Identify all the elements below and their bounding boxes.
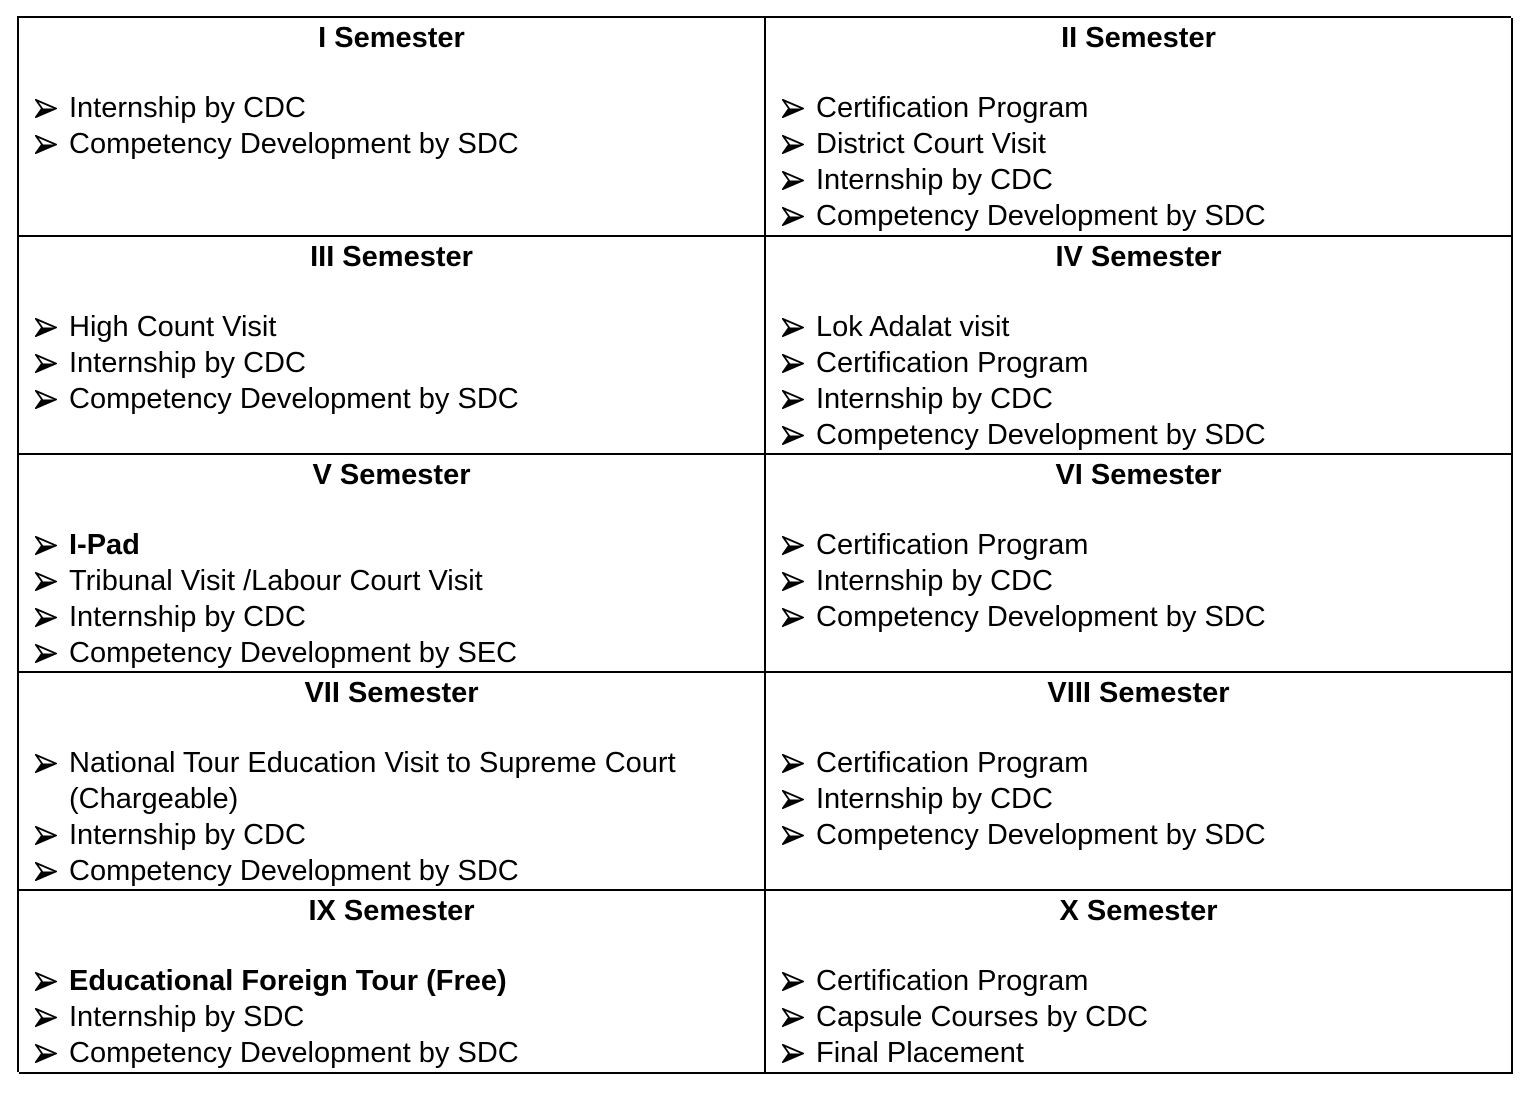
activity-text: Certification Program (816, 92, 1089, 124)
semester-cell (19, 891, 766, 1074)
list-item (33, 309, 754, 345)
activity-list (780, 90, 1501, 234)
arrowhead-bullet-icon (780, 417, 808, 453)
activity-text: Internship by CDC (69, 92, 306, 124)
activity-list (780, 745, 1501, 853)
semester-cell (766, 673, 1513, 891)
activity-list (33, 963, 754, 1071)
list-item (33, 963, 754, 999)
semester-cell (19, 237, 766, 455)
list-item (780, 198, 1501, 234)
arrowhead-bullet-icon (780, 162, 808, 198)
semester-title: V Semester (312, 459, 471, 491)
arrowhead-bullet-icon (780, 90, 808, 126)
list-item (780, 999, 1501, 1035)
arrowhead-bullet-icon (33, 635, 61, 671)
activity-list (780, 527, 1501, 635)
activity-text: Certification Program (816, 529, 1089, 561)
arrowhead-bullet-icon (33, 999, 61, 1035)
activity-list (780, 963, 1501, 1071)
activity-text: Competency Development by SDC (816, 819, 1266, 851)
activity-text: Competency Development by SDC (816, 419, 1266, 451)
semester-cell (766, 237, 1513, 455)
list-item (780, 745, 1501, 781)
arrowhead-bullet-icon (33, 563, 61, 599)
arrowhead-bullet-icon (33, 599, 61, 635)
list-item (780, 162, 1501, 198)
arrowhead-bullet-icon (780, 126, 808, 162)
list-item (780, 90, 1501, 126)
semester-title: VI Semester (1055, 459, 1222, 491)
semester-cell (19, 18, 766, 237)
list-item (33, 1035, 754, 1071)
activity-text: High Count Visit (69, 311, 277, 343)
activity-text: Educational Foreign Tour (Free) (69, 965, 507, 997)
arrowhead-bullet-icon (33, 963, 61, 999)
activity-text: Certification Program (816, 747, 1089, 779)
activity-text: Competency Development by SDC (69, 1037, 519, 1069)
semester-cell (19, 673, 766, 891)
activity-text: Internship by CDC (69, 601, 306, 633)
activity-text: Competency Development by SDC (816, 200, 1266, 232)
arrowhead-bullet-icon (780, 345, 808, 381)
activity-text: Tribunal Visit /Labour Court Visit (69, 565, 483, 597)
semester-title: X Semester (1059, 895, 1218, 927)
arrowhead-bullet-icon (33, 853, 61, 889)
list-item (33, 599, 754, 635)
semester-table (17, 16, 1511, 1072)
semester-cell (766, 455, 1513, 673)
activity-list (780, 309, 1501, 453)
list-item (33, 635, 754, 671)
list-item (780, 1035, 1501, 1071)
activity-list (33, 745, 754, 889)
list-item (33, 90, 754, 126)
arrowhead-bullet-icon (780, 781, 808, 817)
list-item (33, 853, 754, 889)
arrowhead-bullet-icon (780, 745, 808, 781)
arrowhead-bullet-icon (780, 963, 808, 999)
list-item (780, 817, 1501, 853)
activity-text: Internship by SDC (69, 1001, 305, 1033)
activity-text: Internship by CDC (69, 819, 306, 851)
arrowhead-bullet-icon (33, 345, 61, 381)
semester-title: I Semester (318, 22, 465, 54)
list-item (780, 126, 1501, 162)
activity-text: National Tour Education Visit to Supreme Court (Chargeable) (69, 747, 676, 815)
list-item (780, 563, 1501, 599)
semester-title: IV Semester (1055, 241, 1222, 273)
activity-text: Competency Development by SDC (816, 601, 1266, 633)
list-item (33, 563, 754, 599)
arrowhead-bullet-icon (780, 198, 808, 234)
activity-text: District Court Visit (816, 128, 1046, 160)
arrowhead-bullet-icon (33, 381, 61, 417)
arrowhead-bullet-icon (780, 817, 808, 853)
activity-text: Internship by CDC (816, 383, 1053, 415)
arrowhead-bullet-icon (33, 309, 61, 345)
activity-list (33, 90, 754, 162)
activity-list (33, 527, 754, 671)
arrowhead-bullet-icon (780, 599, 808, 635)
arrowhead-bullet-icon (33, 90, 61, 126)
list-item (780, 417, 1501, 453)
activity-text: Internship by CDC (816, 783, 1053, 815)
activity-text: Lok Adalat visit (816, 311, 1010, 343)
list-item (33, 999, 754, 1035)
arrowhead-bullet-icon (780, 381, 808, 417)
activity-text: Internship by CDC (816, 565, 1053, 597)
arrowhead-bullet-icon (33, 527, 61, 563)
list-item (33, 745, 754, 817)
activity-text: Competency Development by SDC (69, 128, 519, 160)
semester-title: III Semester (310, 241, 473, 273)
arrowhead-bullet-icon (33, 1035, 61, 1071)
semester-title: IX Semester (308, 895, 475, 927)
activity-text: Certification Program (816, 347, 1089, 379)
activity-text: Capsule Courses by CDC (816, 1001, 1149, 1033)
list-item (33, 381, 754, 417)
activity-text: Competency Development by SDC (69, 855, 519, 887)
activity-text: Competency Development by SDC (69, 383, 519, 415)
list-item (33, 126, 754, 162)
activity-text: Internship by CDC (816, 164, 1053, 196)
arrowhead-bullet-icon (780, 1035, 808, 1071)
list-item (780, 963, 1501, 999)
arrowhead-bullet-icon (780, 309, 808, 345)
semester-cell (766, 18, 1513, 237)
arrowhead-bullet-icon (780, 563, 808, 599)
semester-cell (19, 455, 766, 673)
activity-text: Final Placement (816, 1037, 1024, 1069)
list-item (33, 817, 754, 853)
semester-title: VIII Semester (1047, 677, 1230, 709)
activity-text: Competency Development by SEC (69, 637, 518, 669)
arrowhead-bullet-icon (780, 527, 808, 563)
list-item (33, 345, 754, 381)
activity-list (33, 309, 754, 417)
list-item (33, 527, 754, 563)
activity-text: Certification Program (816, 965, 1089, 997)
arrowhead-bullet-icon (780, 999, 808, 1035)
activity-text: Internship by CDC (69, 347, 306, 379)
semester-cell (766, 891, 1513, 1074)
list-item (780, 527, 1501, 563)
semester-title: II Semester (1061, 22, 1216, 54)
arrowhead-bullet-icon (33, 817, 61, 853)
activity-text: I-Pad (69, 529, 140, 561)
list-item (780, 781, 1501, 817)
list-item (780, 381, 1501, 417)
list-item (780, 309, 1501, 345)
list-item (780, 345, 1501, 381)
arrowhead-bullet-icon (33, 745, 61, 781)
list-item (780, 599, 1501, 635)
semester-title: VII Semester (304, 677, 479, 709)
arrowhead-bullet-icon (33, 126, 61, 162)
